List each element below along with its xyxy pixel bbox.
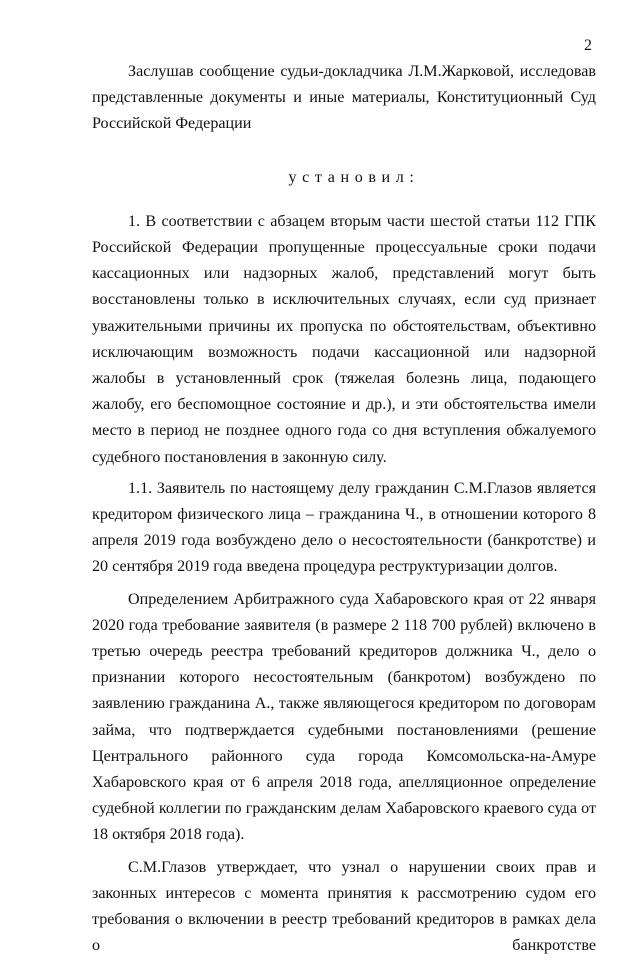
paragraph-claim: С.М.Глазов утверждает, что узнал о нарушении своих прав и законных интересов с момента принятия к рассмотрению судом его требования о включении в реестр требований кредиторов в рамках дела о банкротстве (92, 858, 596, 955)
page-number: 2 (584, 37, 592, 54)
paragraph-1-1: 1.1. Заявитель по настоящему делу гражданин С.М.Глазов является кредитором физического лица – гражданина Ч., в отношении которого 8 апреля 2019 года возбуждено дело о несостоятельности (банкротстве) и 20 сентября 2019 года введена процедура реструктуризации долгов. (92, 479, 596, 576)
intro-paragraph: Заслушав сообщение судьи-докладчика Л.М.Жарковой, исследовав представленные документы и иные материалы, Конституционный Суд Российской Федерации (92, 63, 596, 133)
paragraph-1: 1. В соответствии с абзацем вторым части шестой статьи 112 ГПК Российской Федерации пропущенные процессуальные сроки подачи кассационных или надзорных жалоб, представлений могут быть восстановлены только в исключительных случаях, если суд признает уважительными причины их пропуска по обстоятельствам, объективно исключающим возможность подачи кассационной или надзорной жалобы в установленный срок (тяжелая болезнь лица, подающего жалобу, его беспомощное состояние и др.), и эти обстоятельства имели место в период не позднее одного года со дня вступления обжалуемого судебного постановления в законную силу. (92, 212, 596, 466)
section-heading: установил: (288, 168, 420, 186)
document-body (92, 59, 596, 960)
paragraph-determination: Определением Арбитражного суда Хабаровского края от 22 января 2020 года требование заявителя (в размере 2 118 700 рублей) включено в третью очередь реестра требований кредиторов должника Ч., дело о признании которого несостоятельным (банкротом) возбуждено по заявлению гражданина А., также являющегося кредитором по договорам займа, что подтверждается судебными постановлениями (решение Центрального районного суда города Комсомольска-на-Амуре Хабаровского края от 6 апреля 2018 года, апелляционное определение судебной коллегии по гражданским делам Хабаровского краевого суда от 18 октября 2018 года). (92, 590, 596, 844)
